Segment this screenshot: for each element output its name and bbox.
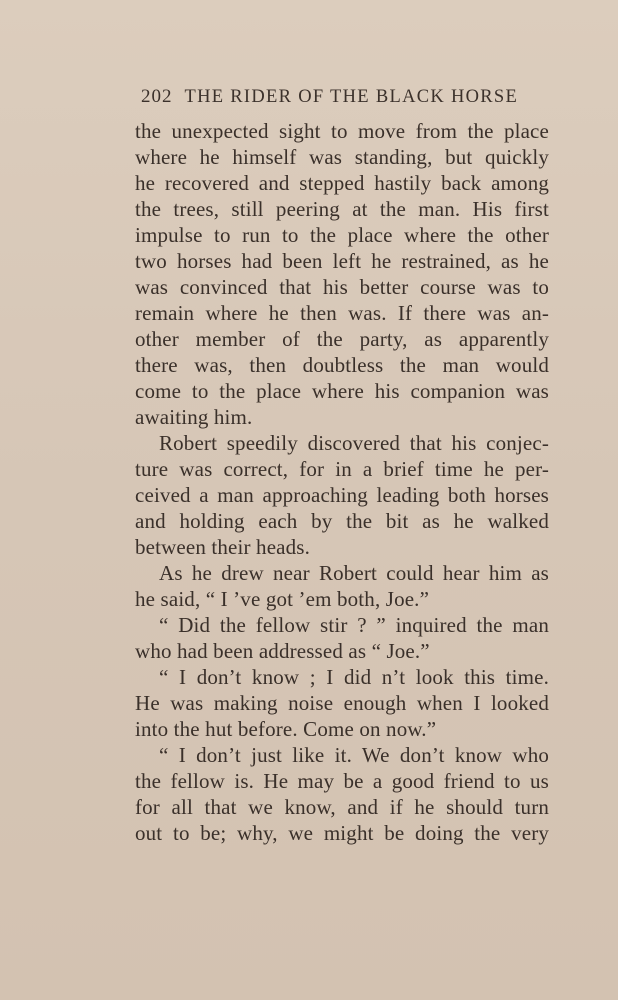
text-line: between their heads. [135,535,311,559]
text-line: remain where he then was. If there was an- [135,301,549,325]
text-line: awaiting him. [135,405,253,429]
text-line: two horses had been left he restrained, as he [135,249,549,273]
text-line: ceived a man approaching leading both horses [135,483,549,507]
text-line: out to be; why, we might be doing the very [135,821,549,845]
text-line: other member of the party, as apparently [135,327,549,351]
text-line: Robert speedily discovered that his conjec- [159,431,549,455]
text-line: he said, “ I ’ve got ’em both, Joe.” [135,587,430,611]
page-number: 202 [141,86,173,107]
text-line: for all that we know, and if he should turn [135,795,549,819]
text-line: the fellow is. He may be a good friend to us [135,769,549,793]
text-line: As he drew near Robert could hear him as [159,561,549,585]
text-line: where he himself was standing, but quickly [135,145,549,169]
body-text [135,118,549,846]
text-line: impulse to run to the place where the other [135,223,549,247]
page-header [141,86,541,108]
text-line: there was, then doubtless the man would [135,353,549,377]
text-line: the unexpected sight to move from the place [135,119,549,143]
text-line: he recovered and stepped hastily back among [135,171,549,195]
text-line: was convinced that his better course was to [135,275,549,299]
text-line: “ I don’t just like it. We don’t know who [159,743,549,767]
text-line: into the hut before. Come on now.” [135,717,437,741]
text-line: who had been addressed as “ Joe.” [135,639,430,663]
text-line: the trees, still peering at the man. His first [135,197,549,221]
text-line: come to the place where his companion was [135,379,549,403]
text-line: “ Did the fellow stir ? ” inquired the man [159,613,549,637]
text-line: and holding each by the bit as he walked [135,509,549,533]
text-line: ture was correct, for in a brief time he per- [135,457,549,481]
text-line: He was making noise enough when I looked [135,691,549,715]
running-head: THE RIDER OF THE BLACK HORSE [184,87,519,107]
text-line: “ I don’t know ; I did n’t look this time. [159,665,549,689]
